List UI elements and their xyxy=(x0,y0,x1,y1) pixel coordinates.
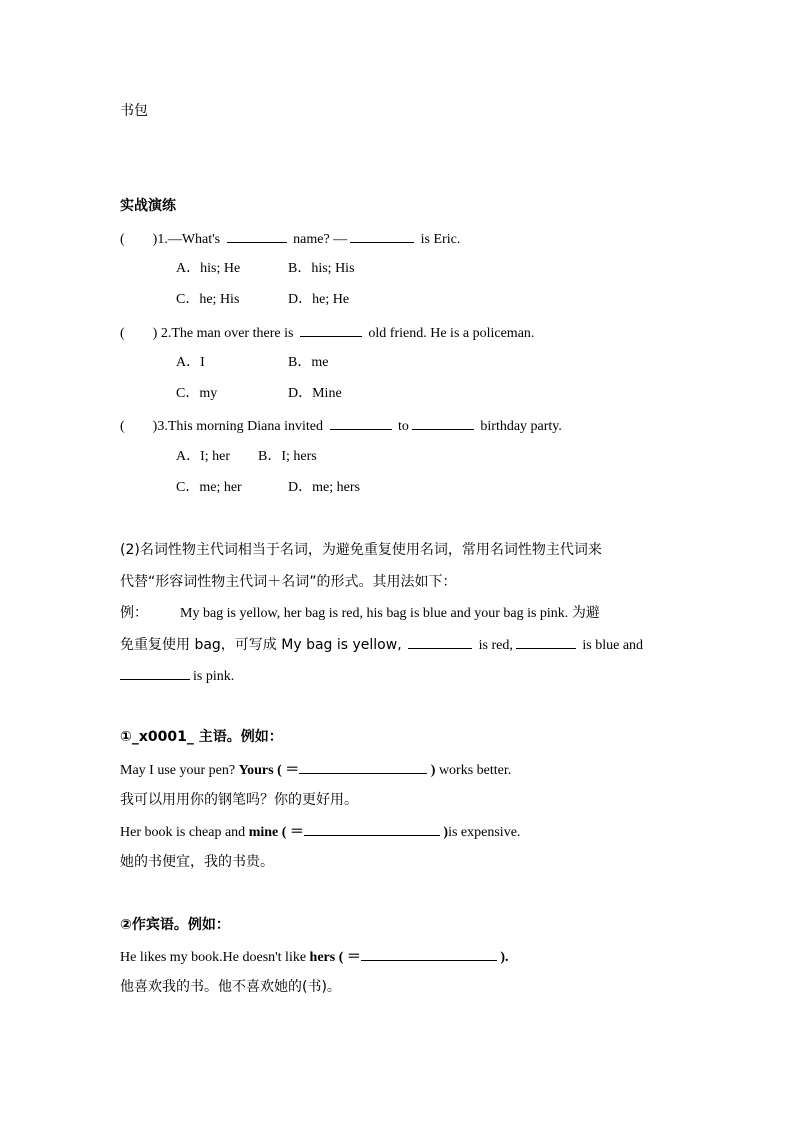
example-paren: ( ＝ xyxy=(277,763,300,778)
option-a: A．I; her xyxy=(176,449,231,464)
blank[interactable] xyxy=(361,946,497,961)
question-stem: to xyxy=(398,419,409,434)
rule-text: is blue and xyxy=(582,638,644,653)
rule-text: is pink. xyxy=(193,669,235,684)
rule-line-2: 代替“形容词性物主代词＋名词”的形式。其用法如下： xyxy=(120,574,457,590)
answer-paren-open: ( xyxy=(120,419,125,434)
question-1 xyxy=(120,228,460,250)
options-row xyxy=(176,447,317,467)
example-paren-close: ) xyxy=(443,825,449,840)
usage-1-translation-2: 她的书便宜，我的书贵。 xyxy=(120,854,274,870)
option-b: B．me xyxy=(288,355,329,370)
blank[interactable] xyxy=(300,322,362,337)
example-paren-close: ) xyxy=(430,763,436,778)
option-d: D．he; He xyxy=(288,292,350,307)
header-word: 书包 xyxy=(120,103,148,119)
rule-line-4 xyxy=(120,634,643,656)
answer-paren-close: ) xyxy=(152,232,158,247)
answer-paren-open: ( xyxy=(120,232,125,247)
blank[interactable] xyxy=(516,634,576,649)
usage-1-title: ①_x0001_ 主语。例如： xyxy=(120,729,283,745)
example-bold: hers xyxy=(309,950,336,965)
answer-paren-close: ) xyxy=(152,419,158,434)
question-stem: 2.The man over there is xyxy=(160,326,294,341)
option-a: A．his; He xyxy=(176,261,241,276)
rule-example-line xyxy=(120,603,600,624)
example-text: is expensive. xyxy=(448,825,521,840)
rule-line-5 xyxy=(120,665,234,687)
option-b: B．his; His xyxy=(288,261,355,276)
question-stem: 3.This morning Diana invited xyxy=(157,419,323,434)
example-text: Her book is cheap and xyxy=(120,825,246,840)
blank[interactable] xyxy=(120,665,190,680)
question-3 xyxy=(120,415,562,437)
blank[interactable] xyxy=(408,634,472,649)
example-paren-close: ). xyxy=(500,950,509,965)
rule-line-1: (2)名词性物主代词相当于名词，为避免重复使用名词，常用名词性物主代词来 xyxy=(120,542,602,558)
question-stem: name? — xyxy=(293,232,348,247)
options-row xyxy=(176,259,355,279)
example-paren: ( ＝ xyxy=(281,825,304,840)
answer-paren-open: ( xyxy=(120,326,125,341)
example-paren: ( ＝ xyxy=(338,950,361,965)
blank[interactable] xyxy=(227,228,287,243)
example-text: He likes my book.He doesn't like xyxy=(120,950,307,965)
option-c: C．me; her xyxy=(176,480,242,495)
option-d: D．me; hers xyxy=(288,480,360,495)
example-text: May I use your pen? xyxy=(120,763,236,778)
answer-paren-close: ) xyxy=(152,326,158,341)
question-stem: 1.—What's xyxy=(157,232,221,247)
options-row xyxy=(176,290,349,310)
option-c: C．my xyxy=(176,386,218,401)
question-stem: is Eric. xyxy=(420,232,461,247)
rule-text: is red, xyxy=(478,638,513,653)
blank[interactable] xyxy=(304,821,440,836)
option-c: C．he; His xyxy=(176,292,240,307)
usage-2-example-1 xyxy=(120,946,509,968)
options-row xyxy=(176,353,328,373)
usage-2-title: ②作宾语。例如： xyxy=(120,917,230,933)
options-row xyxy=(176,384,342,404)
question-2 xyxy=(120,322,534,344)
example-bold: mine xyxy=(248,825,279,840)
section-title: 实战演练 xyxy=(120,198,176,214)
rule-text: 免重复使用 bag，可写成 My bag is yellow, xyxy=(120,637,402,653)
example-label: 例： xyxy=(120,605,148,621)
question-stem: old friend. He is a policeman. xyxy=(368,326,535,341)
example-text: My bag is yellow, her bag is red, his bag is blue and your bag is pink. xyxy=(180,606,569,621)
blank[interactable] xyxy=(412,415,474,430)
blank[interactable] xyxy=(299,759,427,774)
question-stem: birthday party. xyxy=(480,419,562,434)
blank[interactable] xyxy=(350,228,414,243)
usage-1-example-1 xyxy=(120,759,511,781)
example-bold: Yours xyxy=(238,763,274,778)
blank[interactable] xyxy=(330,415,392,430)
example-text: works better. xyxy=(438,763,512,778)
usage-1-translation-1: 我可以用用你的钢笔吗？你的更好用。 xyxy=(120,792,358,808)
option-a: A．I xyxy=(176,355,205,370)
example-tail: 为避 xyxy=(571,605,600,621)
option-d: D．Mine xyxy=(288,386,342,401)
usage-2-translation-1: 他喜欢我的书。他不喜欢她的(书)。 xyxy=(120,979,341,995)
options-row xyxy=(176,478,360,498)
option-b: B．I; hers xyxy=(258,449,317,464)
usage-1-example-2 xyxy=(120,821,520,843)
